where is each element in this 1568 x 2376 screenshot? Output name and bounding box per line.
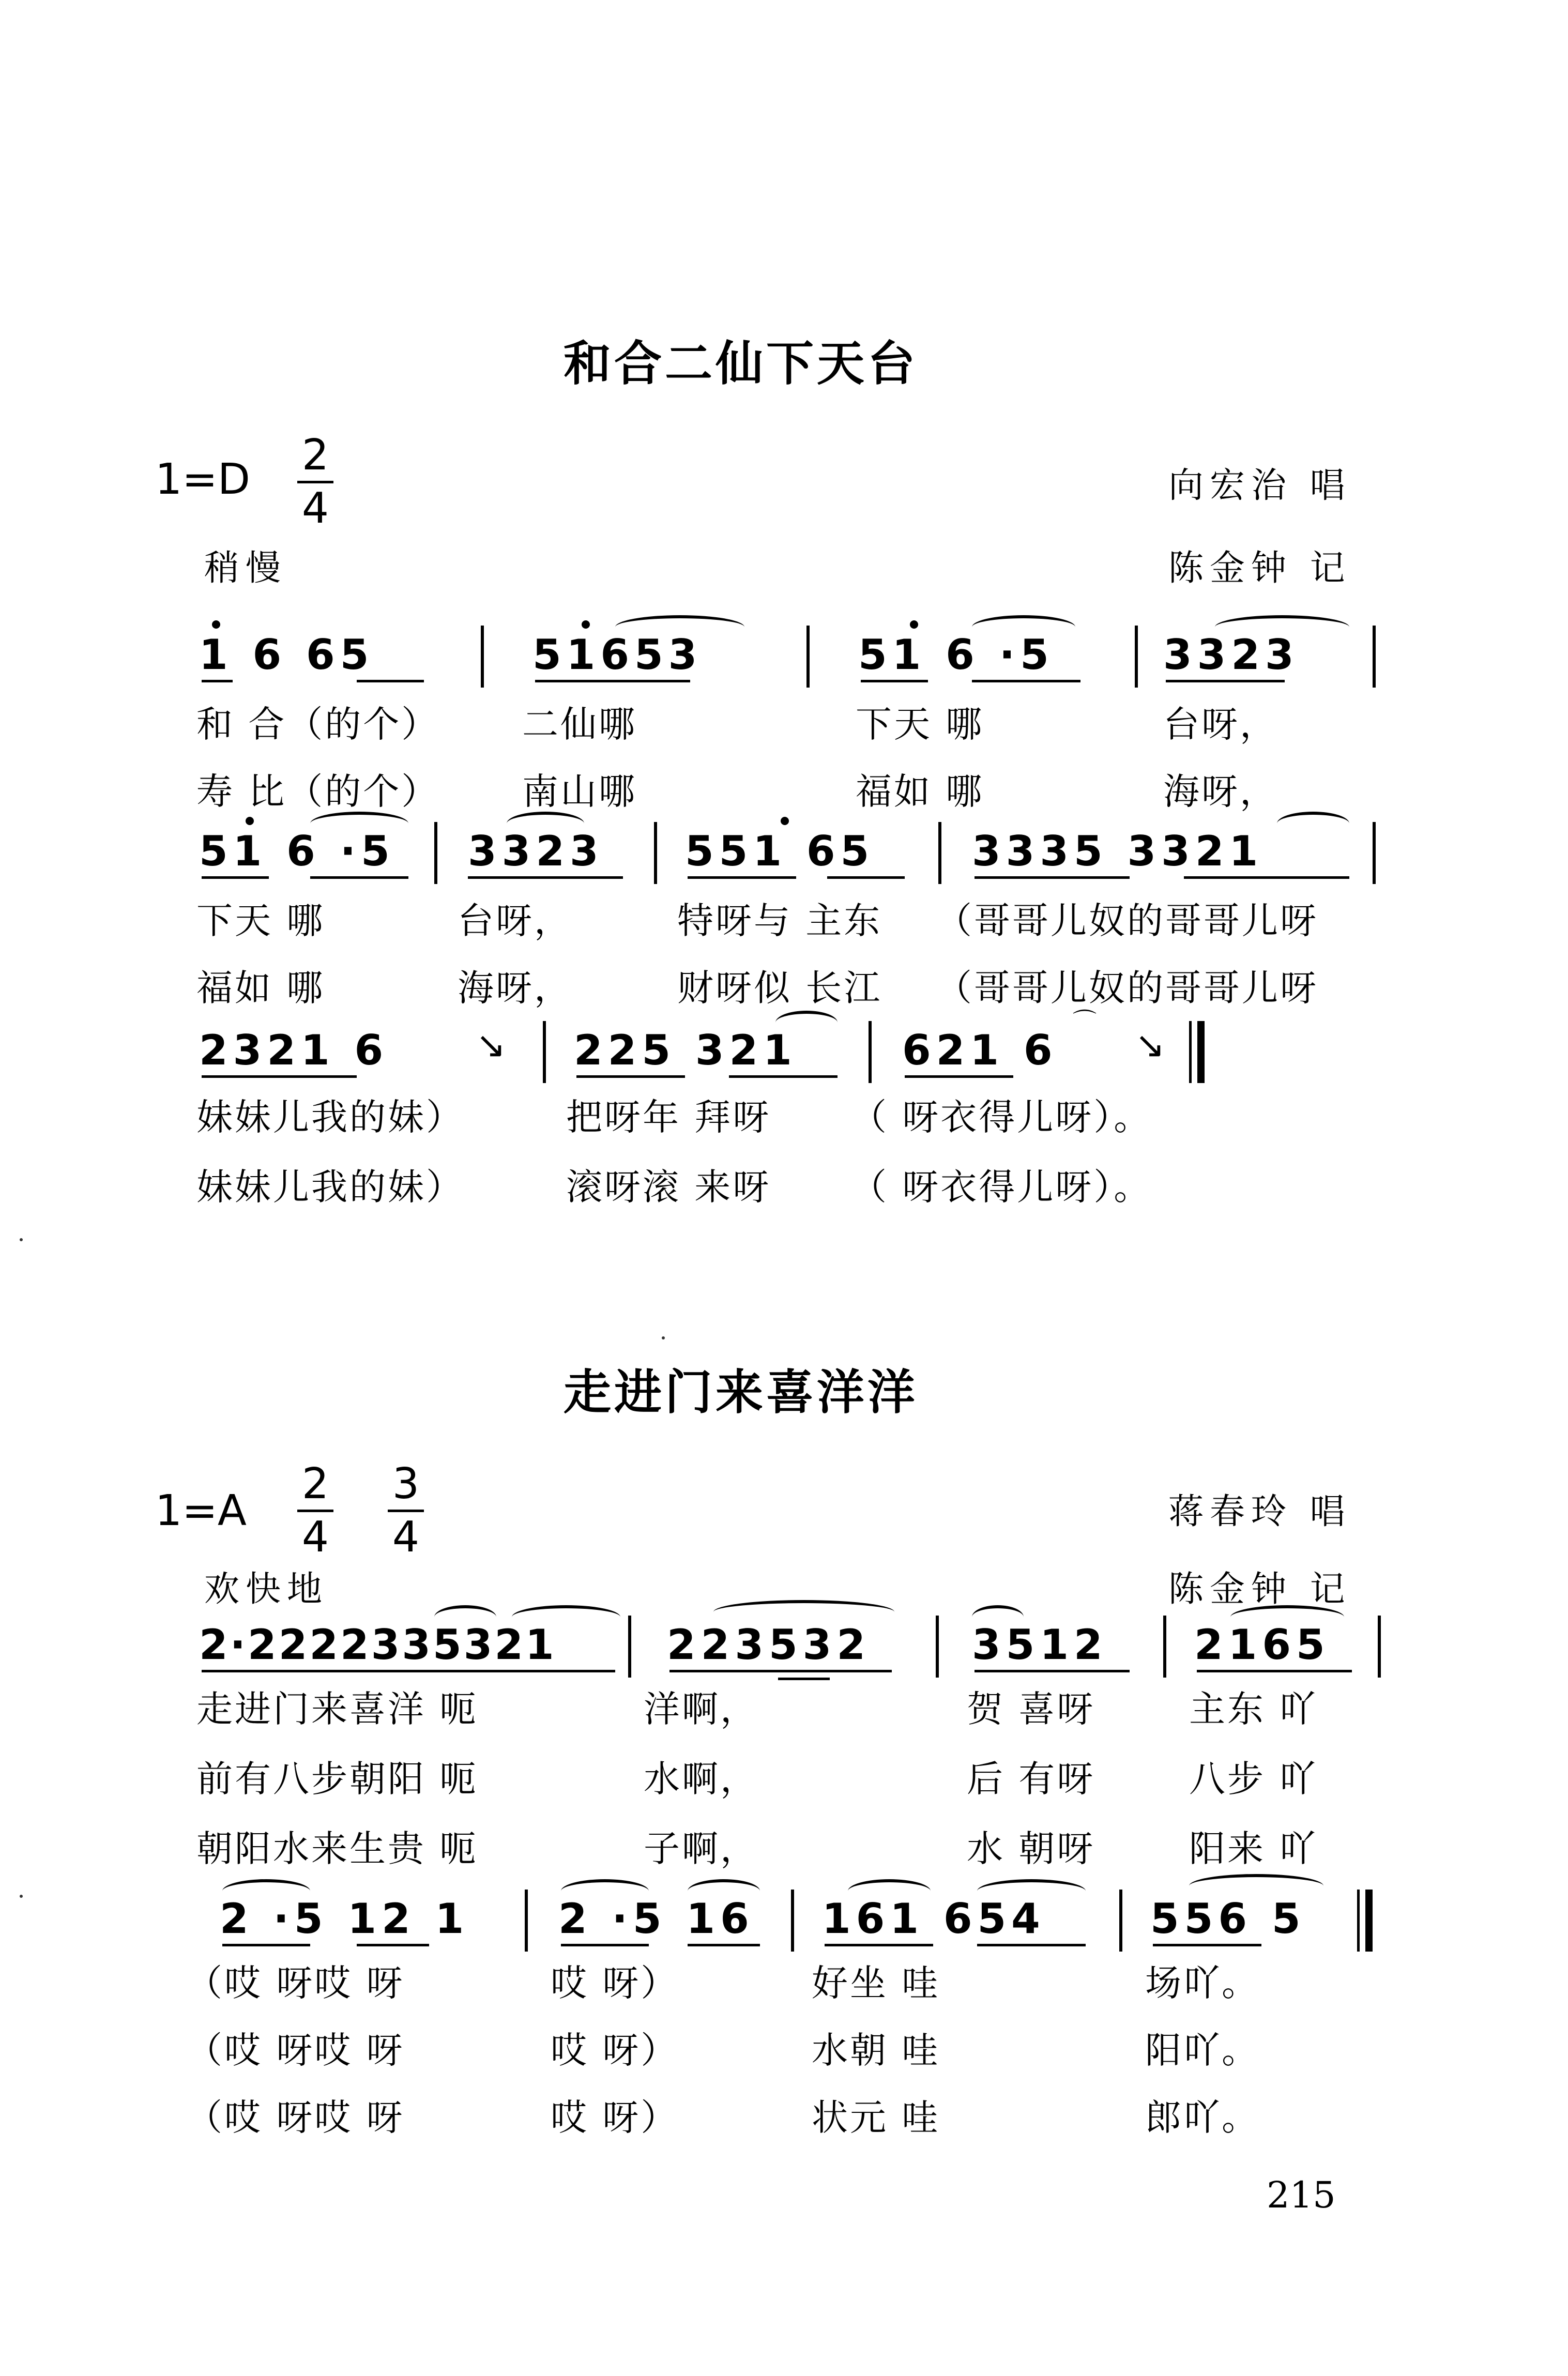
- lyric-line: （哥哥儿奴的哥哥儿呀: [936, 900, 1318, 942]
- lyric-line: 二仙哪: [522, 703, 637, 745]
- time-signature-bottom: 4: [301, 1513, 329, 1562]
- note-underline: [202, 1670, 615, 1672]
- measure-notes: 161 654: [822, 1895, 1045, 1943]
- scan-speck: [662, 1336, 665, 1339]
- lyric-line: 郎吖。: [1145, 2096, 1260, 2139]
- slur: [434, 1605, 496, 1629]
- lyric-line: 贺 喜呀: [967, 1688, 1095, 1730]
- barline: [936, 1616, 939, 1678]
- note-underline: [975, 876, 1130, 879]
- final-double-barline: [1357, 1890, 1374, 1952]
- high-octave-dot: [910, 620, 918, 629]
- note-underline: [972, 680, 1080, 682]
- measure-notes: 556 5: [1150, 1895, 1306, 1943]
- lyric-line: 主东 吖: [1189, 1688, 1318, 1730]
- note-underline: [576, 1075, 685, 1078]
- time-signature-top: 2: [301, 431, 329, 480]
- time-signature: [297, 431, 333, 533]
- slur: [972, 1605, 1024, 1629]
- key-signature: 1=D: [155, 455, 251, 504]
- barline: [628, 1616, 631, 1678]
- lyric-line: 好坐 哇: [812, 1962, 940, 2004]
- lyric-line: 妹妹儿我的妹）: [196, 1096, 464, 1138]
- glide-arrow-icon: ↘: [476, 1024, 511, 1066]
- measure-notes: 1 6 65: [199, 631, 374, 679]
- measure-notes: 2321 6: [199, 1026, 389, 1074]
- lyric-line: 场吖。: [1145, 1962, 1260, 2004]
- slur: [972, 615, 1075, 639]
- lyric-line: 子啊，: [644, 1827, 758, 1870]
- page-number: 215: [1267, 2174, 1336, 2216]
- slur: [1189, 1874, 1323, 1898]
- tempo-marking: 欢快地: [204, 1569, 329, 1610]
- barline: [481, 626, 484, 688]
- lyric-line: 福如 哪: [196, 967, 325, 1009]
- note-underline: [827, 876, 905, 879]
- recorder-credit: 陈金钟 记: [1168, 548, 1351, 589]
- note-underline: [977, 1944, 1086, 1946]
- note-underline: [357, 1944, 429, 1946]
- measure-notes: 2 ·5 12 1: [220, 1895, 469, 1943]
- measure-notes: 3323: [468, 827, 604, 875]
- barline: [869, 1021, 872, 1083]
- barline: [1119, 1890, 1122, 1952]
- lyric-line: 哎 呀）: [551, 2029, 679, 2072]
- slur: [507, 812, 584, 835]
- note-underline: [222, 1944, 310, 1946]
- lyric-line: 状元 哇: [812, 2096, 940, 2139]
- note-underline: [688, 1944, 760, 1946]
- measure-notes: 2165: [1194, 1621, 1330, 1669]
- note-underline: [561, 1944, 649, 1946]
- note-underline: [861, 680, 928, 682]
- high-octave-dot: [582, 620, 590, 629]
- barline: [806, 626, 810, 688]
- note-underline: [202, 680, 233, 682]
- lyric-line: （ 呀衣得儿呀）。: [850, 1166, 1152, 1208]
- singer-credit: 向宏治 唱: [1168, 465, 1351, 506]
- lyric-line: （ 呀衣得儿呀）。: [850, 1096, 1152, 1138]
- lyric-line: 台呀，: [1163, 703, 1278, 745]
- lyric-line: （哥哥儿奴的哥哥儿呀: [936, 967, 1318, 1009]
- high-octave-dot: [212, 620, 220, 629]
- lyric-line: （哎 呀哎 呀: [186, 1962, 405, 2004]
- lyric-line: 走进门来喜洋 呃: [196, 1688, 478, 1730]
- slur: [615, 615, 744, 639]
- note-underline: [310, 876, 408, 879]
- slur: [1215, 615, 1349, 639]
- measure-notes: 3323: [1163, 631, 1299, 679]
- barline: [938, 822, 941, 884]
- barline: [1378, 1616, 1381, 1678]
- measure-notes: 51653: [532, 631, 703, 679]
- lyric-line: 阳吖。: [1145, 2029, 1260, 2072]
- lyric-line: 福如 哪: [856, 770, 984, 813]
- note-underline: [778, 1678, 830, 1680]
- slur: [977, 1879, 1086, 1903]
- lyric-line: 朝阳水来生贵 呃: [196, 1827, 478, 1870]
- high-octave-dot: [246, 817, 254, 825]
- lyric-line: （哎 呀哎 呀: [186, 2029, 405, 2072]
- scan-speck: [20, 1238, 23, 1241]
- measure-notes: 3335 3321: [972, 827, 1263, 875]
- measure-notes: 223532: [667, 1621, 871, 1669]
- lyric-line: 南山哪: [522, 770, 637, 813]
- key-signature: 1=A: [155, 1486, 247, 1535]
- note-underline: [202, 1075, 357, 1078]
- slur: [688, 1879, 760, 1903]
- measure-notes: 51 6 ·5: [199, 827, 395, 875]
- slur: [561, 1879, 649, 1903]
- lyric-line: 哎 呀）: [551, 1962, 679, 2004]
- barline: [1373, 626, 1376, 688]
- lyric-line: 海呀，: [1163, 770, 1278, 813]
- time-signature-top: 3: [392, 1459, 420, 1509]
- glide-arrow-icon: ↘: [1135, 1024, 1170, 1066]
- song-title: 走进门来喜洋洋: [564, 1365, 919, 1420]
- slur: [775, 1011, 838, 1034]
- note-underline: [1153, 1944, 1261, 1946]
- lyric-line: 妹妹儿我的妹）: [196, 1166, 464, 1208]
- song-title: 和合二仙下天台: [564, 336, 919, 391]
- final-double-barline: [1189, 1021, 1206, 1083]
- lyric-line: 把呀年 拜呀: [566, 1096, 771, 1138]
- barline: [543, 1021, 546, 1083]
- lyric-line: 台呀，: [458, 900, 572, 942]
- lyric-line: 哎 呀）: [551, 2096, 679, 2139]
- barline: [525, 1890, 528, 1952]
- barline: [791, 1890, 794, 1952]
- note-underline: [202, 876, 269, 879]
- time-signature: [388, 1459, 424, 1562]
- singer-credit: 蒋春玲 唱: [1168, 1491, 1351, 1532]
- lyric-line: 财呀似 长江: [677, 967, 882, 1009]
- time-signature-bottom: 4: [392, 1513, 420, 1562]
- note-underline: [975, 1670, 1130, 1672]
- lyric-line: 和 合（的个）: [196, 703, 440, 745]
- slur: [848, 1879, 931, 1903]
- lyric-line: 寿 比（的个）: [196, 770, 440, 813]
- note-underline: [468, 876, 623, 879]
- slur: [222, 1879, 310, 1903]
- slur: [1230, 1605, 1344, 1629]
- lyric-line: 海呀，: [458, 967, 572, 1009]
- note-underline: [1184, 876, 1349, 879]
- tempo-marking: 稍慢: [204, 548, 287, 589]
- lyric-line: 水 朝呀: [967, 1827, 1095, 1870]
- barline: [1163, 1616, 1166, 1678]
- high-octave-dot: [781, 817, 789, 825]
- lyric-line: 洋啊，: [644, 1688, 758, 1730]
- lyric-line: 下天 哪: [856, 703, 984, 745]
- lyric-line: 下天 哪: [196, 900, 325, 942]
- measure-notes: 225 321: [574, 1026, 797, 1074]
- measure-notes: 551 65: [685, 827, 875, 875]
- measure-notes: 2 ·5 16: [558, 1895, 754, 1943]
- lyric-line: 水啊，: [644, 1758, 758, 1800]
- barline: [654, 822, 657, 884]
- time-signature: [297, 1459, 333, 1562]
- lyric-line: （哎 呀哎 呀: [186, 2096, 405, 2139]
- barline: [1373, 822, 1376, 884]
- lyric-line: 水朝 哇: [812, 2029, 940, 2072]
- time-signature-bottom: 4: [301, 484, 329, 533]
- note-underline: [688, 876, 796, 879]
- measure-notes: 51 6 ·5: [858, 631, 1054, 679]
- slur: [310, 812, 408, 835]
- recorder-credit: 陈金钟 记: [1168, 1569, 1351, 1610]
- scan-speck: [20, 1895, 23, 1898]
- slur: [1277, 812, 1349, 835]
- note-underline: [825, 1944, 933, 1946]
- lyric-line: 前有八步朝阳 呃: [196, 1758, 478, 1800]
- barline: [434, 822, 437, 884]
- lyric-line: 后 有呀: [967, 1758, 1095, 1800]
- barline: [1135, 626, 1138, 688]
- measure-notes: 621 6: [902, 1026, 1058, 1074]
- note-underline: [905, 1075, 1013, 1078]
- note-underline: [1166, 680, 1285, 682]
- note-underline: [357, 680, 424, 682]
- lyric-line: 滚呀滚 来呀: [566, 1166, 771, 1208]
- note-underline: [669, 1670, 892, 1672]
- note-underline: [729, 1075, 838, 1078]
- lyric-line: 八步 吖: [1189, 1758, 1318, 1800]
- slur: [512, 1605, 620, 1629]
- lyric-line: 特呀与 主东: [677, 900, 882, 942]
- fermata-icon: ⌒: [1073, 1008, 1097, 1035]
- time-signature-top: 2: [301, 1459, 329, 1509]
- slur: [713, 1600, 894, 1624]
- note-underline: [1197, 1670, 1352, 1672]
- measure-notes: 2·2222335321: [199, 1621, 556, 1669]
- measure-notes: 3512: [972, 1621, 1108, 1669]
- lyric-line: 阳来 吖: [1189, 1827, 1318, 1870]
- note-underline: [535, 680, 690, 682]
